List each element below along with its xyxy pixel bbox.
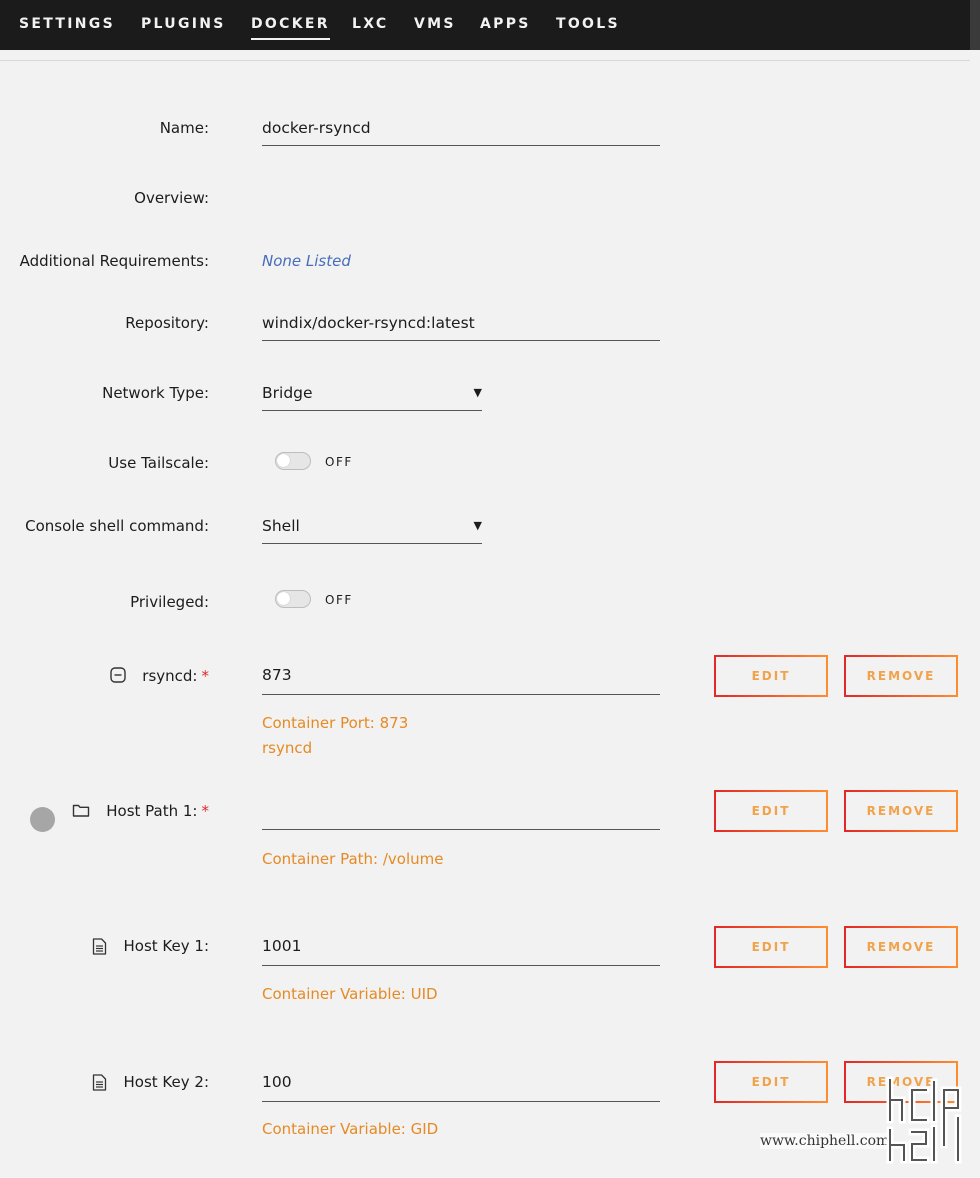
additional-requirements-link[interactable]: None Listed — [262, 252, 351, 270]
divider — [0, 60, 970, 61]
minus-square-icon[interactable] — [110, 667, 126, 687]
watermark-url: www.chiphell.com — [760, 1133, 890, 1149]
config-rsyncd-label: rsyncd: * — [142, 667, 209, 685]
nav-vms[interactable]: VMS — [414, 16, 456, 32]
config-hostpath-label: Host Path 1: * — [106, 802, 209, 820]
dropdown-arrow-icon: ▼ — [473, 519, 482, 532]
config-rsyncd-description: rsyncd — [262, 739, 313, 757]
toggle-knob — [277, 592, 290, 605]
watermark — [760, 1070, 970, 1170]
overview-label: Overview: — [134, 189, 209, 207]
config-hostkey1-label: Host Key 1: — [123, 937, 209, 955]
tailscale-label: Use Tailscale: — [108, 454, 209, 472]
config-rsyncd-hint: Container Port: 873 — [262, 714, 409, 732]
console-shell-label: Console shell command: — [25, 517, 209, 535]
nav-docker[interactable]: DOCKER — [251, 16, 330, 32]
config-hostpath-hint: Container Path: /volume — [262, 850, 444, 868]
scrollbar[interactable] — [970, 0, 980, 50]
tailscale-toggle[interactable] — [275, 452, 311, 470]
document-icon — [92, 1074, 107, 1095]
name-input[interactable] — [262, 118, 660, 146]
config-hostpath-input[interactable] — [262, 801, 660, 830]
network-type-label: Network Type: — [102, 384, 209, 402]
nav-plugins[interactable]: PLUGINS — [141, 16, 226, 32]
repository-value: windix/docker-rsyncd:latest — [262, 314, 475, 332]
edit-button[interactable]: EDIT — [714, 926, 828, 968]
drag-handle[interactable] — [30, 807, 55, 832]
nav-lxc[interactable]: LXC — [352, 16, 389, 32]
config-rsyncd-input[interactable] — [262, 665, 660, 695]
repository-input[interactable] — [262, 313, 660, 341]
chiphell-logo-icon — [882, 1070, 970, 1165]
folder-icon — [72, 802, 90, 822]
remove-button[interactable]: REMOVE — [844, 655, 958, 697]
console-shell-value: Shell — [262, 517, 300, 535]
remove-button[interactable]: REMOVE — [844, 790, 958, 832]
edit-button[interactable]: EDIT — [714, 790, 828, 832]
config-hostkey2-hint: Container Variable: GID — [262, 1120, 439, 1138]
remove-button[interactable]: REMOVE — [844, 1061, 958, 1103]
nav-tools[interactable]: TOOLS — [556, 16, 620, 32]
remove-button[interactable]: REMOVE — [844, 926, 958, 968]
config-hostkey1-input[interactable] — [262, 936, 660, 966]
additional-requirements-label: Additional Requirements: — [19, 252, 209, 270]
tailscale-state: OFF — [325, 455, 353, 469]
edit-button[interactable]: EDIT — [714, 655, 828, 697]
dropdown-arrow-icon: ▼ — [473, 386, 482, 399]
config-hostkey2-label: Host Key 2: — [123, 1073, 209, 1091]
config-hostkey2-input[interactable] — [262, 1072, 660, 1102]
document-icon — [92, 938, 107, 959]
network-type-value: Bridge — [262, 384, 313, 402]
privileged-toggle[interactable] — [275, 590, 311, 608]
edit-button[interactable]: EDIT — [714, 1061, 828, 1103]
config-hostkey1-value: 1001 — [262, 937, 302, 955]
network-type-select[interactable] — [262, 383, 482, 411]
config-rsyncd-value: 873 — [262, 666, 292, 684]
privileged-state: OFF — [325, 593, 353, 607]
name-label: Name: — [159, 119, 209, 137]
repository-label: Repository: — [125, 314, 209, 332]
config-hostkey2-value: 100 — [262, 1073, 292, 1091]
config-hostkey1-hint: Container Variable: UID — [262, 985, 438, 1003]
privileged-label: Privileged: — [130, 593, 209, 611]
console-shell-select[interactable] — [262, 516, 482, 544]
nav-apps[interactable]: APPS — [480, 16, 531, 32]
name-value: docker-rsyncd — [262, 119, 371, 137]
nav-settings[interactable]: SETTINGS — [19, 16, 115, 32]
toggle-knob — [277, 454, 290, 467]
top-navbar — [0, 0, 980, 50]
